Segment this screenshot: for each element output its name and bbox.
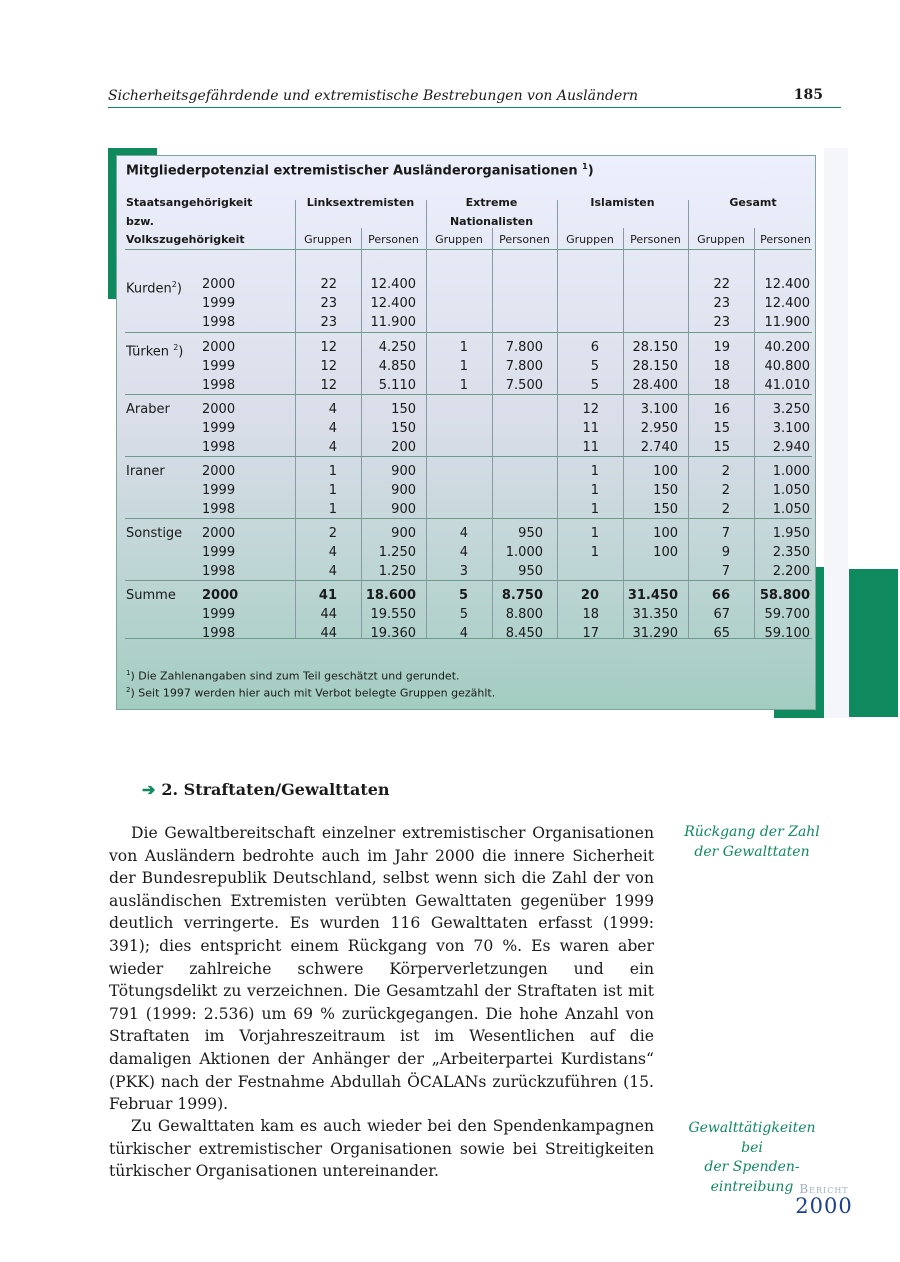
table-cell: 59.100 — [764, 625, 810, 641]
table-cell: 5.110 — [378, 377, 416, 393]
table-cell: 16 — [713, 402, 730, 417]
table-cell-year: 2000 — [202, 588, 239, 603]
table-cell: 65 — [713, 625, 730, 641]
table-cell: 8.750 — [501, 588, 543, 603]
header-linksextremisten: Linksextremisten — [306, 196, 415, 209]
table-cell: 8.800 — [505, 606, 543, 622]
row-label: Kurden$^2$) — [126, 280, 182, 297]
table-cell: 12 — [320, 340, 337, 355]
table-cell: 5 — [459, 606, 468, 622]
table-cell: 41.010 — [764, 377, 810, 393]
table-cell: 67 — [713, 606, 730, 622]
arrow-right-icon: ➔ — [142, 780, 156, 799]
table-cell-year: 1999 — [202, 358, 236, 374]
header-islamisten: Islamisten — [590, 196, 655, 209]
header-sub-personen: Personen — [760, 233, 811, 246]
table-cell: 3.250 — [772, 402, 810, 417]
table-cell: 18.600 — [365, 588, 416, 603]
table-cell: 1 — [590, 482, 599, 498]
header-sub-personen: Personen — [368, 233, 419, 246]
table-cell-year: 2000 — [202, 340, 236, 355]
table-cell-year: 1998 — [202, 439, 236, 455]
margin-note-1: Rückgang der Zahl der Gewalttaten — [684, 824, 820, 860]
table-cell: 15 — [713, 439, 730, 455]
table-cell: 12.400 — [370, 277, 416, 292]
membership-table — [116, 155, 816, 710]
table-cell: 900 — [391, 526, 416, 541]
table-cell: 44 — [320, 606, 337, 622]
row-label: Iraner — [126, 464, 165, 479]
table-cell-year: 1998 — [202, 377, 236, 393]
table-cell: 18 — [582, 606, 599, 622]
right-margin-strip — [824, 148, 848, 718]
body-paragraph-2: Zu Gewalttaten kam es auch wieder bei den Spendenkampagnen türkischer extremistischer Organisationen sowie bei Streitigkeiten türkischer Organisationen untereinander. — [109, 1117, 654, 1181]
header-col0-line1: Staatsangehörigkeit — [126, 196, 253, 209]
table-cell: 1 — [459, 358, 468, 374]
table-cell: 19.360 — [370, 625, 416, 641]
table-cell: 11 — [582, 439, 599, 455]
report-2000-logo: Bericht 2000 — [795, 1182, 853, 1218]
table-cell-year: 1998 — [202, 625, 236, 641]
table-cell: 28.150 — [632, 358, 678, 374]
table-cell: 2.950 — [640, 420, 678, 436]
table-cell: 31.290 — [632, 625, 678, 641]
running-head — [108, 86, 841, 108]
table-cell-year: 1999 — [202, 420, 236, 436]
table-cell: 1 — [590, 501, 599, 517]
table-cell: 7.800 — [505, 340, 543, 355]
table-cell: 950 — [518, 526, 543, 541]
table-cell: 22 — [713, 277, 730, 292]
table-cell: 59.700 — [764, 606, 810, 622]
table-cell: 900 — [391, 464, 416, 479]
table-cell: 4 — [328, 544, 337, 560]
table-cell: 4 — [328, 563, 337, 579]
table-cell: 1 — [328, 501, 337, 517]
table-cell: 23 — [320, 314, 337, 330]
table-cell: 100 — [653, 526, 678, 541]
table-cell: 1.000 — [505, 544, 543, 560]
table-cell-year: 2000 — [202, 402, 236, 417]
table-cell: 2.740 — [640, 439, 678, 455]
table-cell: 1.250 — [378, 544, 416, 560]
table-hline — [125, 332, 812, 333]
table-cell-year: 1998 — [202, 501, 236, 517]
table-cell: 900 — [391, 482, 416, 498]
table-cell: 5 — [590, 358, 599, 374]
table-cell: 4 — [459, 526, 468, 541]
header-col0-line3: Volkszugehörigkeit — [126, 233, 245, 246]
table-cell: 17 — [582, 625, 599, 641]
table-cell: 2.350 — [772, 544, 810, 560]
table-cell: 12.400 — [370, 295, 416, 311]
table-cell: 1 — [590, 526, 599, 541]
table-cell: 4.850 — [378, 358, 416, 374]
table-cell-year: 2000 — [202, 526, 236, 541]
table-cell: 19 — [713, 340, 730, 355]
table-cell: 4 — [328, 439, 337, 455]
table-cell: 150 — [653, 482, 678, 498]
section-heading — [142, 780, 390, 799]
table-cell-year: 1999 — [202, 482, 236, 498]
table-cell: 150 — [391, 420, 416, 436]
table-cell: 900 — [391, 501, 416, 517]
table-cell: 2 — [721, 501, 730, 517]
table-cell: 7 — [721, 526, 730, 541]
table-cell: 11.900 — [370, 314, 416, 330]
table-cell: 1 — [459, 377, 468, 393]
table-cell: 19.550 — [370, 606, 416, 622]
table-cell: 5 — [458, 588, 468, 603]
table-cell: 12 — [320, 358, 337, 374]
table-cell: 2 — [721, 482, 730, 498]
table-cell: 100 — [653, 464, 678, 479]
table-cell: 9 — [721, 544, 730, 560]
table-cell: 4.250 — [378, 340, 416, 355]
section-title: 2. Straftaten/Gewalttaten — [161, 780, 390, 799]
table-cell: 4 — [459, 625, 468, 641]
running-head-title: Sicherheitsgefährdende und extremistische Bestrebungen von Ausländern — [108, 88, 638, 104]
table-cell: 1.000 — [772, 464, 810, 479]
table-cell: 100 — [653, 544, 678, 560]
table-cell: 950 — [518, 563, 543, 579]
table-cell: 1 — [590, 464, 599, 479]
table-cell: 2.940 — [772, 439, 810, 455]
table-cell: 23 — [320, 295, 337, 311]
table-cell: 7.500 — [505, 377, 543, 393]
table-cell-year: 1999 — [202, 295, 236, 311]
footnote-1: $^1$) Die Zahlenangaben sind zum Teil geschätzt und gerundet. — [126, 669, 460, 683]
page-number: 185 — [793, 87, 823, 103]
table-cell: 200 — [391, 439, 416, 455]
table-cell-year: 2000 — [202, 277, 236, 292]
header-col0-line2: bzw. — [126, 215, 154, 228]
row-label: Summe — [126, 588, 176, 603]
table-cell: 6 — [590, 340, 599, 355]
table-cell: 40.800 — [764, 358, 810, 374]
table-cell: 2.200 — [772, 563, 810, 579]
table-cell: 18 — [713, 358, 730, 374]
header-gesamt: Gesamt — [729, 196, 777, 209]
table-cell: 31.350 — [632, 606, 678, 622]
chapter-marker-bar — [849, 569, 898, 717]
table-cell: 28.400 — [632, 377, 678, 393]
table-cell: 150 — [653, 501, 678, 517]
table-cell: 58.800 — [759, 588, 810, 603]
table-cell: 12 — [320, 377, 337, 393]
table-cell: 23 — [713, 314, 730, 330]
table-cell: 23 — [713, 295, 730, 311]
table-cell: 1.050 — [772, 501, 810, 517]
header-sub-gruppen: Gruppen — [697, 233, 745, 246]
table-cell: 7 — [721, 563, 730, 579]
table-cell: 4 — [328, 420, 337, 436]
table-cell: 11 — [582, 420, 599, 436]
table-cell: 1 — [590, 544, 599, 560]
table-cell: 7.800 — [505, 358, 543, 374]
table-cell: 28.150 — [632, 340, 678, 355]
table-cell: 150 — [391, 402, 416, 417]
table-cell: 11.900 — [764, 314, 810, 330]
table-hline — [125, 249, 812, 250]
table-cell-year: 1999 — [202, 544, 236, 560]
header-sub-gruppen: Gruppen — [304, 233, 352, 246]
table-cell: 5 — [590, 377, 599, 393]
header-extreme: Extreme — [465, 196, 518, 209]
table-cell: 1.250 — [378, 563, 416, 579]
header-nationalisten: Nationalisten — [449, 215, 534, 228]
table-cell: 44 — [320, 625, 337, 641]
table-cell-year: 1998 — [202, 314, 236, 330]
row-label: Sonstige — [126, 526, 183, 541]
table-cell: 66 — [711, 588, 730, 603]
table-cell: 1.050 — [772, 482, 810, 498]
table-title: Mitgliederpotenzial extremistischer Ausländerorganisationen $^1$) — [126, 162, 594, 179]
table-cell: 12.400 — [764, 277, 810, 292]
table-cell: 3.100 — [640, 402, 678, 417]
header-sub-personen: Personen — [630, 233, 681, 246]
table-cell: 15 — [713, 420, 730, 436]
table-cell: 31.450 — [627, 588, 678, 603]
row-label: Türken $^2$) — [126, 343, 184, 360]
table-cell: 2 — [721, 464, 730, 479]
table-cell: 3.100 — [772, 420, 810, 436]
body-paragraph-1: Die Gewaltbereitschaft einzelner extremistischer Organisationen von Ausländern bedrohte auch im Jahr 2000 die innere Sicherheit der Bundesrepublik Deutschland, selbst wenn sich die Zahl der von ausländischen Extremisten verübten Gewalttaten gegenüber 1999 deutlich verringerte. Es wurden 116 Gewalttaten erfasst (1999: 391); dies entspricht einem Rückgang von 70 %. Es waren aber wieder zahlreiche schwere Körperverletzungen und ein Tötungsdelikt zu verzeichnen. Die Gesamtzahl der Straftaten ist mit 791 (1999: 2.536) um 69 % zurückgegangen. Die hohe Anzahl von Straftaten im Vorjahreszeitraum ist im Wesentlichen auf die damaligen Aktionen der Anhänger der „Arbeiterpartei Kurdistans“ (PKK) nach der Festnahme Abdullah ÖCALANs zurückzuführen (15. Februar 1999). — [109, 824, 654, 1114]
table-cell: 18 — [713, 377, 730, 393]
header-sub-personen: Personen — [499, 233, 550, 246]
row-label: Araber — [126, 402, 170, 417]
table-cell: 2 — [328, 526, 337, 541]
table-cell: 4 — [328, 402, 337, 417]
table-cell: 1.950 — [772, 526, 810, 541]
footnote-2: $^2$) Seit 1997 werden hier auch mit Verbot belegte Gruppen gezählt. — [126, 686, 496, 700]
table-cell: 12.400 — [764, 295, 810, 311]
table-cell: 4 — [459, 544, 468, 560]
table-cell: 1 — [328, 464, 337, 479]
table-cell: 3 — [459, 563, 468, 579]
table-cell: 1 — [328, 482, 337, 498]
header-sub-gruppen: Gruppen — [435, 233, 483, 246]
table-cell: 1 — [459, 340, 468, 355]
table-cell: 22 — [320, 277, 337, 292]
table-cell-year: 1999 — [202, 606, 236, 622]
header-sub-gruppen: Gruppen — [566, 233, 614, 246]
table-cell: 41 — [318, 588, 337, 603]
table-cell-year: 1998 — [202, 563, 236, 579]
table-cell: 12 — [582, 402, 599, 417]
table-cell: 8.450 — [505, 625, 543, 641]
margin-note-2: Gewalttätigkeiten bei der Spenden- eintreibung — [688, 1120, 816, 1195]
table-cell-year: 2000 — [202, 464, 236, 479]
table-cell: 20 — [580, 588, 599, 603]
table-cell: 40.200 — [764, 340, 810, 355]
